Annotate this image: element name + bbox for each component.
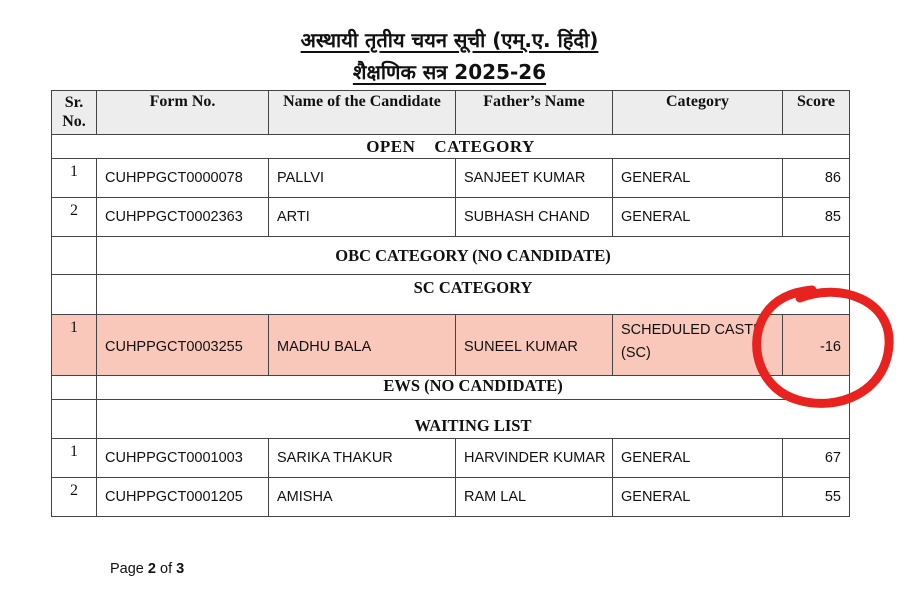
row-sr: 2 [52, 478, 97, 517]
row-sr: 2 [52, 198, 97, 237]
document-title: अस्थायी तृतीय चयन सूची (एम्.ए. हिंदी) [300, 28, 599, 52]
row-name: ARTI [269, 198, 456, 237]
page-footer [110, 561, 184, 577]
row-category: GENERAL [613, 478, 783, 517]
row-name: PALLVI [269, 159, 456, 198]
row-score: 55 [783, 478, 850, 517]
row-father: SANJEET KUMAR [456, 159, 613, 198]
col-father-name: Father’s Name [456, 91, 613, 135]
footer-prefix: Page [110, 561, 144, 577]
col-sr-no: Sr. No. [52, 91, 97, 135]
table-row [52, 439, 850, 478]
row-father: HARVINDER KUMAR [456, 439, 613, 478]
col-form-no: Form No. [97, 91, 269, 135]
row-score: 67 [783, 439, 850, 478]
section-obc-category: OBC CATEGORY (NO CANDIDATE) [97, 237, 850, 275]
row-father: RAM LAL [456, 478, 613, 517]
row-category: GENERAL [613, 439, 783, 478]
footer-page: 2 [147, 561, 156, 577]
section-sc-category: SC CATEGORY [97, 275, 850, 315]
empty-cell [52, 275, 97, 315]
row-score: 86 [783, 159, 850, 198]
col-candidate-name: Name of the Candidate [269, 91, 456, 135]
section-row [52, 135, 850, 159]
empty-cell [52, 400, 97, 439]
row-form-no: CUHPPGCT0002363 [97, 198, 269, 237]
table-row-highlighted [52, 315, 850, 376]
row-name: AMISHA [269, 478, 456, 517]
table-header-row [52, 91, 850, 135]
row-father: SUBHASH CHAND [456, 198, 613, 237]
row-category: SCHEDULED CASTE (SC) [613, 315, 783, 376]
col-score: Score [783, 91, 850, 135]
session-title: शैक्षणिक सत्र 2025-26 [352, 60, 547, 84]
table-row [52, 198, 850, 237]
row-sr: 1 [52, 439, 97, 478]
row-score: -16 [783, 315, 850, 376]
section-row [52, 275, 850, 315]
row-category: GENERAL [613, 159, 783, 198]
section-row [52, 237, 850, 275]
row-form-no: CUHPPGCT0000078 [97, 159, 269, 198]
row-sr: 1 [52, 315, 97, 376]
section-waiting-list: WAITING LIST [97, 400, 850, 439]
section-ews: EWS (NO CANDIDATE) [97, 376, 850, 400]
selection-list-table [51, 90, 850, 517]
row-score: 85 [783, 198, 850, 237]
table-row [52, 159, 850, 198]
row-name: MADHU BALA [269, 315, 456, 376]
section-open-category: OPEN CATEGORY [52, 135, 850, 159]
footer-of: of [160, 561, 173, 577]
footer-total: 3 [176, 561, 185, 577]
section-row [52, 400, 850, 439]
col-category: Category [613, 91, 783, 135]
section-row [52, 376, 850, 400]
table-row [52, 478, 850, 517]
row-category: GENERAL [613, 198, 783, 237]
row-name: SARIKA THAKUR [269, 439, 456, 478]
row-father: SUNEEL KUMAR [456, 315, 613, 376]
empty-cell [52, 376, 97, 400]
row-form-no: CUHPPGCT0001205 [97, 478, 269, 517]
empty-cell [52, 237, 97, 275]
row-form-no: CUHPPGCT0003255 [97, 315, 269, 376]
row-sr: 1 [52, 159, 97, 198]
row-form-no: CUHPPGCT0001003 [97, 439, 269, 478]
